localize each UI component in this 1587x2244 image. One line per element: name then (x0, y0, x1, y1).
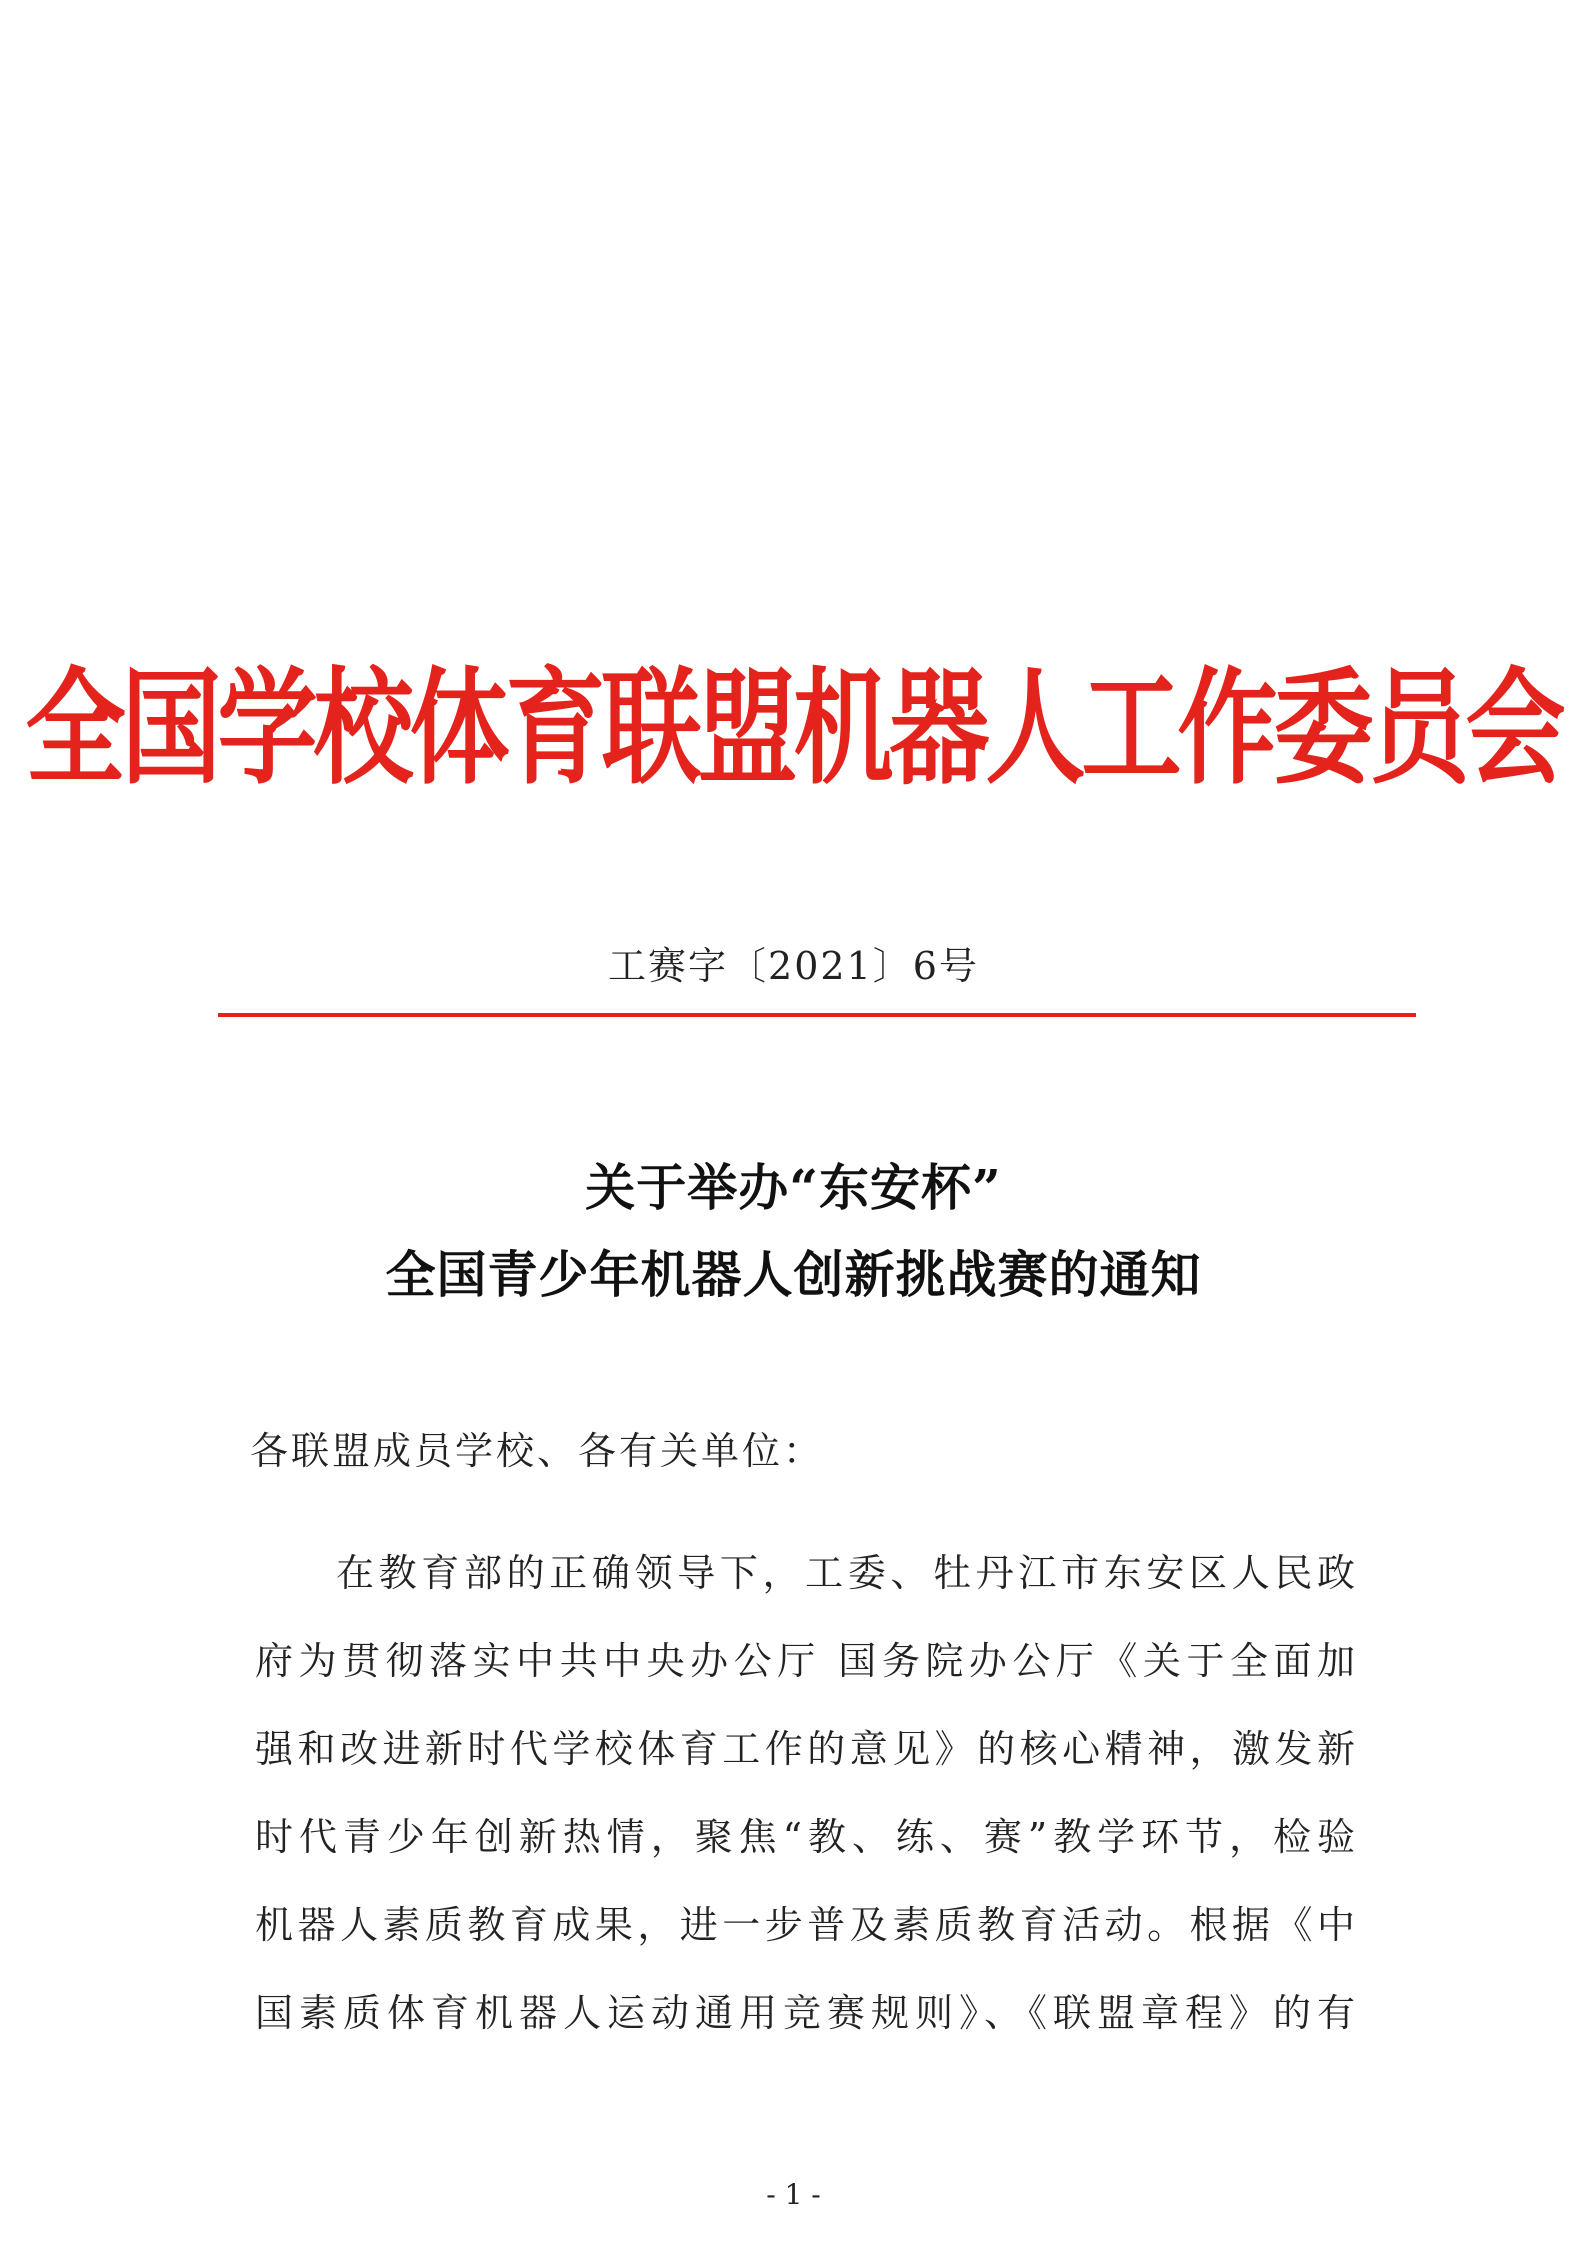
salutation: 各联盟成员学校、各有关单位： (250, 1429, 825, 1473)
page-number: - 1 - (766, 2178, 821, 2211)
body-paragraph-line: 时代青少年创新热情，聚焦“教、练、赛”教学环节，检验 (255, 1815, 1355, 1859)
organization-header: 全国学校体育联盟机器人工作委员会 (25, 655, 1562, 802)
document-title-line-2: 全国青少年机器人创新挑战赛的通知 (385, 1245, 1202, 1304)
red-divider-line (218, 1013, 1416, 1017)
body-paragraph-line: 在教育部的正确领导下，工委、牡丹江市东安区人民政 (336, 1551, 1355, 1595)
document-title-line-1: 关于举办“东安杯” (585, 1158, 1002, 1217)
body-paragraph-line: 机器人素质教育成果，进一步普及素质教育活动。根据《中 (255, 1903, 1355, 1947)
body-paragraph-line: 国素质体育机器人运动通用竞赛规则》、《联盟章程》的有 (255, 1991, 1355, 2035)
body-paragraph-line: 府为贯彻落实中共中央办公厅 国务院办公厅《关于全面加 (255, 1639, 1355, 1683)
body-paragraph-line: 强和改进新时代学校体育工作的意见》的核心精神，激发新 (255, 1727, 1355, 1771)
document-number: 工赛字〔2021〕6号 (608, 944, 979, 988)
